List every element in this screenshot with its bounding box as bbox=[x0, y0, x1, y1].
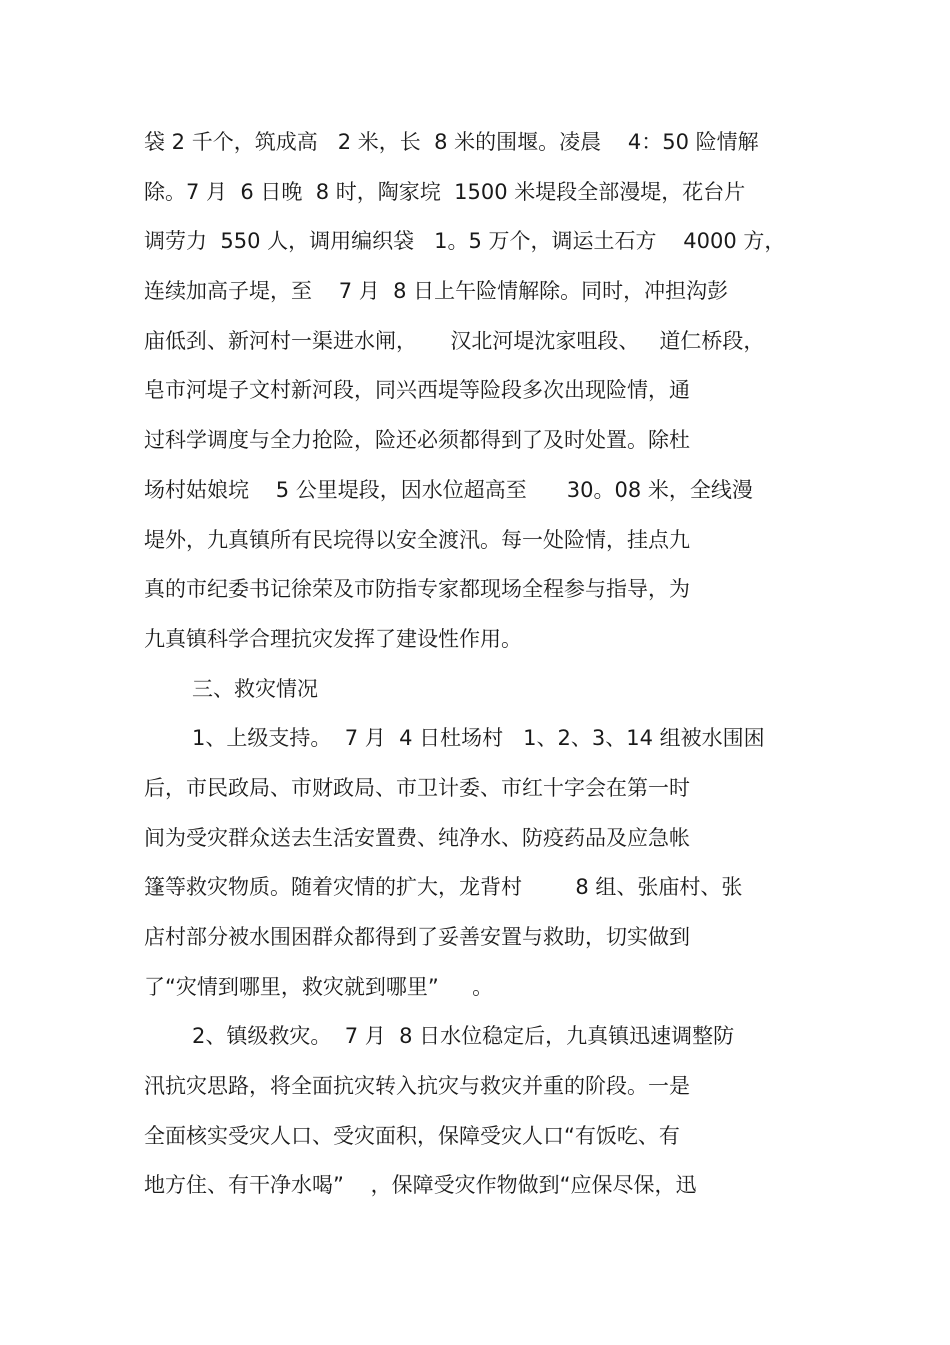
text-line: 袋 2 千个，筑成高 2 米，长 8 米的围堰。凌晨 4：50 险情解 bbox=[144, 130, 759, 154]
text-line: 连续加高子堤，至 7 月 8 日上午险情解除。同时，冲担沟彭 bbox=[144, 279, 729, 304]
text-line: 后，市民政局、市财政局、市卫计委、市红十字会在第一时 bbox=[144, 775, 690, 800]
text-line: 店村部分被水围困群众都得到了妥善安置与救助，切实做到 bbox=[144, 925, 690, 949]
paragraph-start-line: 1、上级支持。 7 月 4 日杜场村 1、2、3、14 组被水围困 bbox=[192, 726, 765, 751]
text-line: 汛抗灾思路，将全面抗灾转入抗灾与救灾并重的阶段。一是 bbox=[144, 1074, 690, 1099]
document-body bbox=[144, 118, 844, 1211]
text-line: 庙低刭、新河村一渠进水闸， 汉北河堤沈家咀段、 道仁桥段， bbox=[144, 328, 765, 353]
text-line: 皂市河堤子文村新河段，同兴西堤等险段多次出现险情，通 bbox=[144, 378, 690, 403]
text-line: 篷等救灾物质。随着灾情的扩大，龙背村 8 组、张庙村、张 bbox=[144, 875, 743, 900]
text-line: 堤外，九真镇所有民垸得以安全渡汛。每一处险情，挂点九 bbox=[144, 527, 690, 552]
text-line: 过科学调度与全力抢险，险还必须都得到了及时处置。除杜 bbox=[144, 428, 690, 453]
text-line: 间为受灾群众送去生活安置费、纯净水、防疫药品及应急帐 bbox=[144, 825, 690, 850]
text-line: 九真镇科学合理抗灾发挥了建设性作用。 bbox=[144, 626, 522, 651]
text-line: 地方住、有干净水喝” ，保障受灾作物做到“应保尽保，迅 bbox=[144, 1173, 697, 1198]
text-line: 全面核实受灾人口、受灾面积，保障受灾人口“有饭吃、有 bbox=[144, 1123, 680, 1148]
text-line: 真的市纪委书记徐荣及市防指专家都现场全程参与指导，为 bbox=[144, 577, 690, 602]
section-heading: 三、救灾情况 bbox=[192, 676, 318, 701]
paragraph-start-line: 2、镇级救灾。 7 月 8 日水位稳定后，九真镇迅速调整防 bbox=[192, 1024, 735, 1049]
text-line: 场村姑娘垸 5 公里堤段，因水位超高至 30。08 米，全线漫 bbox=[144, 477, 753, 502]
text-line: 除。7 月 6 日晚 8 时，陶家垸 1500 米堤段全部漫堤，花台片 bbox=[144, 179, 746, 204]
text-line: 了“灾情到哪里，救灾就到哪里” 。 bbox=[144, 974, 494, 999]
text-line: 调劳力 550 人，调用编织袋 1。5 万个，调运土石方 4000 方， bbox=[144, 229, 786, 254]
